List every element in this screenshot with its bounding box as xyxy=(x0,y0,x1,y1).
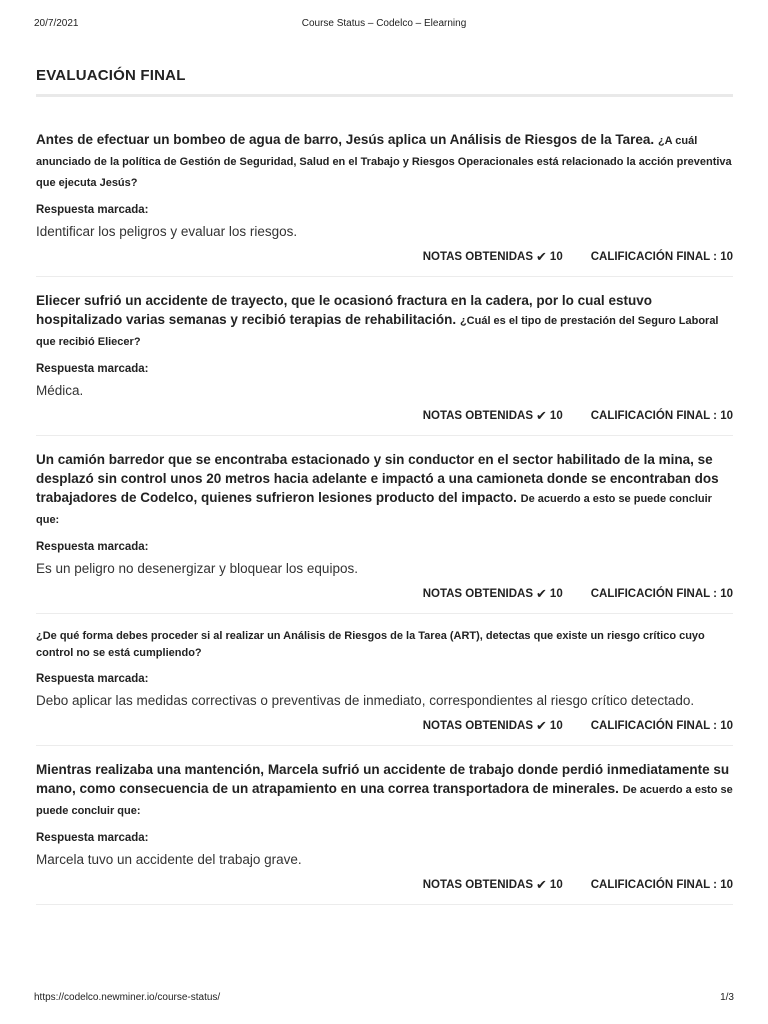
question-sub: ¿A cuál anunciado de la política de Gestión de Seguridad, Salud en el Trabajo y Riesgos Operacionales está relacionado la acción preventiva que ejecuta Jesús? xyxy=(36,135,732,189)
print-header xyxy=(0,18,768,32)
check-icon: ✔ xyxy=(536,586,547,601)
check-icon: ✔ xyxy=(536,877,547,892)
answer-label: Respuesta marcada: xyxy=(36,204,149,216)
question-main: Mientras realizaba una mantención, Marcela sufrió un accidente de trabajo donde perdió inmediatamente su mano, como consecuencia de un atrapamiento en una correa transportadora de minerales. xyxy=(36,762,730,796)
notes-value: 10 xyxy=(549,879,563,891)
question-main: Eliecer sufrió un accidente de trayecto, que le ocasionó fractura en la cadera, por lo cual estuvo hospitalizado varias semanas y recibió terapias de rehabilitación. xyxy=(36,293,652,327)
final-value: 10 xyxy=(720,720,733,732)
question-text xyxy=(36,628,733,662)
check-icon: ✔ xyxy=(536,249,547,264)
print-footer xyxy=(0,992,768,1006)
notes-obtained xyxy=(423,586,563,602)
check-icon: ✔ xyxy=(536,408,547,423)
question-sub: De acuerdo a esto se puede concluir que: xyxy=(36,493,712,526)
notes-obtained xyxy=(423,877,563,893)
final-value: 10 xyxy=(720,251,733,263)
final-label: CALIFICACIÓN FINAL : xyxy=(590,588,717,600)
question-sub: ¿De qué forma debes proceder si al realizar un Análisis de Riesgos de la Tarea (ART), detectas que existe un riesgo crítico cuyo control no se está cumpliendo? xyxy=(36,630,705,659)
print-url: https://codelco.newminer.io/course-status/ xyxy=(34,992,221,1003)
question-text xyxy=(36,130,733,193)
answer-text: Es un peligro no desenergizar y bloquear los equipos. xyxy=(36,561,358,576)
notes-obtained xyxy=(423,249,563,265)
question-item xyxy=(36,277,733,436)
final-label: CALIFICACIÓN FINAL : xyxy=(590,720,717,732)
final-grade xyxy=(591,588,733,600)
final-grade xyxy=(591,879,733,891)
answer-text: Identificar los peligros y evaluar los riesgos. xyxy=(36,224,298,239)
print-page-title: Course Status – Codelco – Elearning xyxy=(301,18,467,29)
score-row xyxy=(36,877,733,904)
score-row xyxy=(36,408,733,435)
page-number: 1/3 xyxy=(720,992,734,1003)
notes-obtained xyxy=(423,408,563,424)
final-label: CALIFICACIÓN FINAL : xyxy=(590,879,717,891)
evaluation-title: EVALUACIÓN FINAL xyxy=(36,62,733,97)
question-main: Antes de efectuar un bombeo de agua de barro, Jesús aplica un Análisis de Riesgos de la Tarea. xyxy=(36,132,655,147)
final-label: CALIFICACIÓN FINAL : xyxy=(590,410,717,422)
notes-label: NOTAS OBTENIDAS xyxy=(422,410,534,422)
answer-text: Médica. xyxy=(36,383,84,398)
answer-text: Debo aplicar las medidas correctivas o preventivas de inmediato, correspondientes al riesgo crítico detectado. xyxy=(36,693,695,708)
score-row xyxy=(36,249,733,276)
answer-label: Respuesta marcada: xyxy=(36,832,149,844)
final-value: 10 xyxy=(720,588,733,600)
notes-label: NOTAS OBTENIDAS xyxy=(422,720,534,732)
notes-label: NOTAS OBTENIDAS xyxy=(422,588,534,600)
answer-label: Respuesta marcada: xyxy=(36,363,149,375)
score-row xyxy=(36,586,733,613)
final-grade xyxy=(591,410,733,422)
score-row xyxy=(36,718,733,745)
question-main: Un camión barredor que se encontraba estacionado y sin conductor en el sector habilitado de la mina, se desplazó sin control unos 20 metros hacia adelante e impactó a una camioneta donde se encontraban dos trabajadores de Codelco, quienes sufrieron lesiones producto del impacto. xyxy=(36,452,719,505)
answer-label: Respuesta marcada: xyxy=(36,541,149,553)
notes-value: 10 xyxy=(549,251,563,263)
final-label: CALIFICACIÓN FINAL : xyxy=(590,251,717,263)
final-grade xyxy=(591,720,733,732)
question-sub: De acuerdo a esto se puede concluir que: xyxy=(36,784,733,817)
question-item xyxy=(36,614,733,746)
question-text xyxy=(36,291,733,352)
question-item xyxy=(36,436,733,614)
question-text xyxy=(36,450,733,530)
notes-value: 10 xyxy=(549,720,563,732)
notes-label: NOTAS OBTENIDAS xyxy=(422,879,534,891)
notes-value: 10 xyxy=(549,588,563,600)
evaluation-content xyxy=(36,62,733,905)
final-grade xyxy=(591,251,733,263)
check-icon: ✔ xyxy=(536,718,547,733)
final-value: 10 xyxy=(720,879,733,891)
question-item xyxy=(36,97,733,277)
question-sub: ¿Cuál es el tipo de prestación del Seguro Laboral que recibió Eliecer? xyxy=(36,315,719,348)
answer-text: Marcela tuvo un accidente del trabajo grave. xyxy=(36,852,302,867)
print-date: 20/7/2021 xyxy=(34,18,79,29)
notes-obtained xyxy=(423,718,563,734)
answer-label: Respuesta marcada: xyxy=(36,673,149,685)
question-text xyxy=(36,760,733,821)
notes-value: 10 xyxy=(549,410,563,422)
final-value: 10 xyxy=(720,410,733,422)
notes-label: NOTAS OBTENIDAS xyxy=(422,251,534,263)
question-item xyxy=(36,746,733,905)
